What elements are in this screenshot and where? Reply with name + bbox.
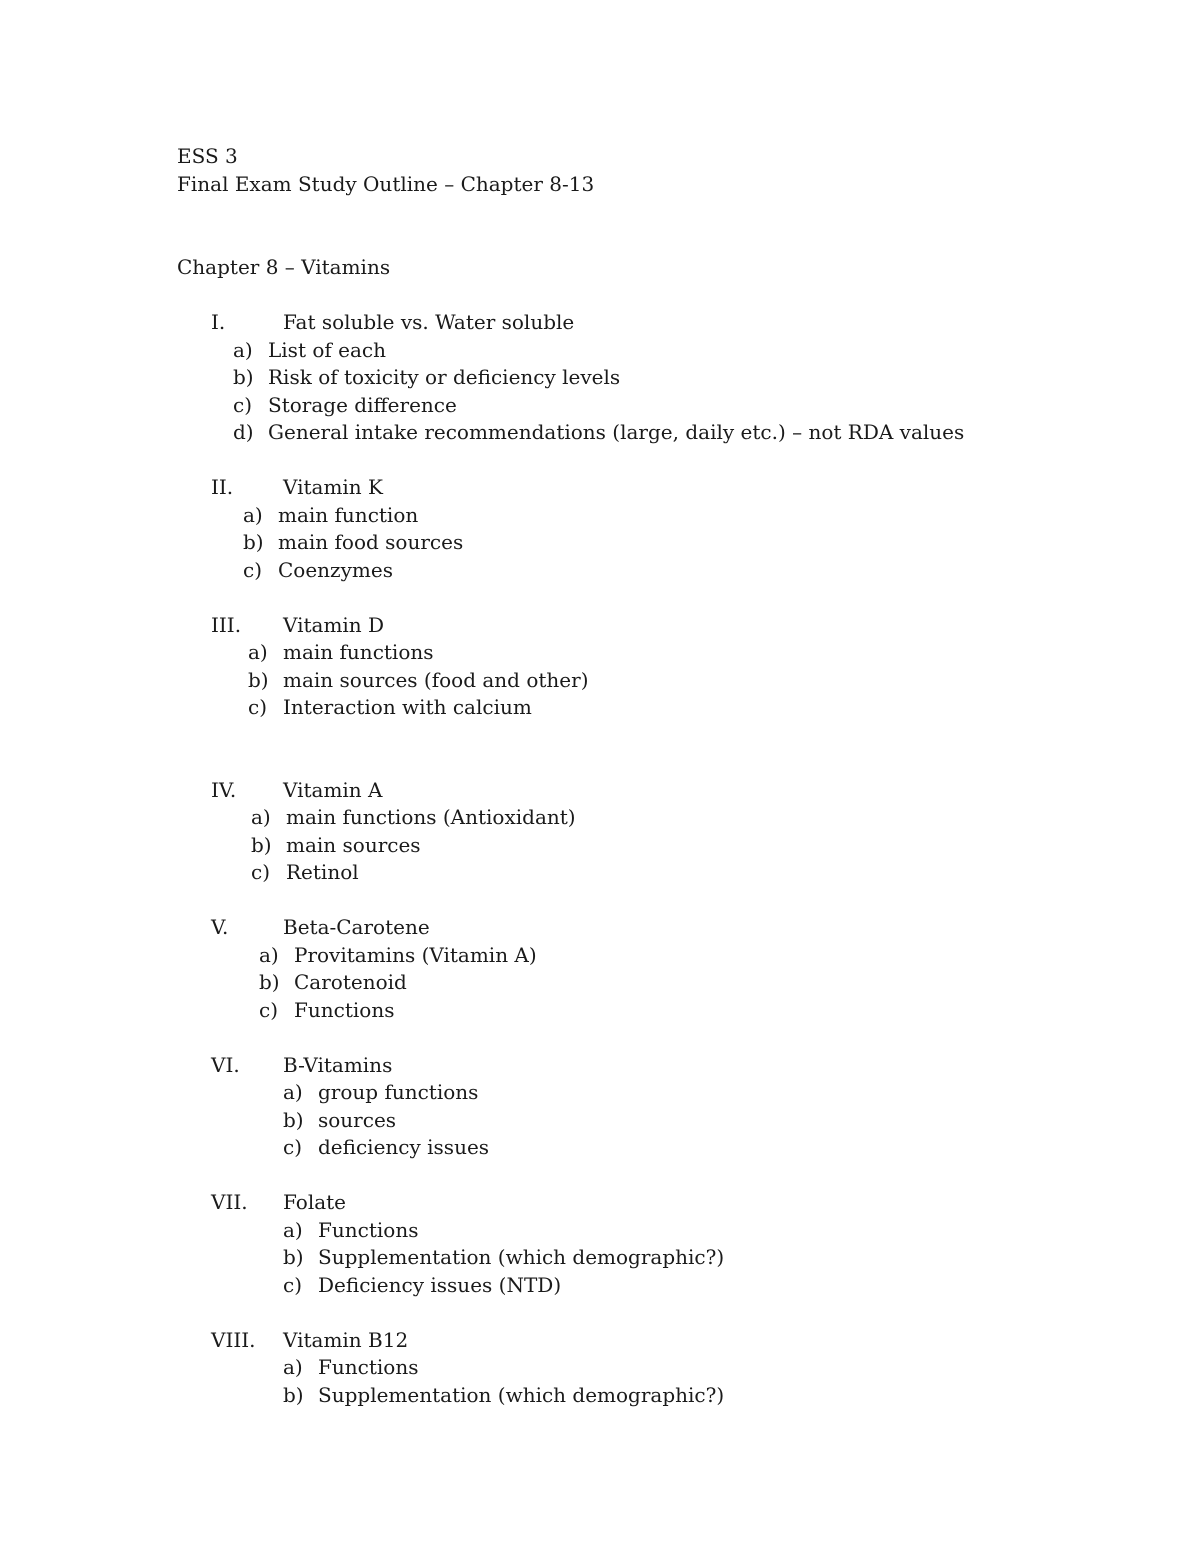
item-marker: b) [248, 668, 269, 692]
item-text: Supplementation (which demographic?) [318, 1383, 725, 1407]
section-title: Beta-Carotene [283, 915, 430, 939]
section-title: Folate [283, 1190, 347, 1214]
list-item [283, 1133, 489, 1161]
section-numeral: VIII. [211, 1328, 256, 1352]
section-title: Vitamin K [283, 475, 383, 499]
item-marker: c) [283, 1135, 303, 1159]
item-text: Functions [318, 1355, 419, 1379]
list-item [233, 363, 620, 391]
item-text: Coenzymes [278, 558, 393, 582]
item-text: deficiency issues [318, 1135, 490, 1159]
item-marker: c) [248, 695, 268, 719]
item-marker: a) [283, 1355, 303, 1379]
item-marker: c) [259, 998, 279, 1022]
section-title: Vitamin A [283, 778, 383, 802]
item-marker: b) [283, 1245, 304, 1269]
item-marker: c) [233, 393, 253, 417]
list-item [243, 556, 393, 584]
item-text: Deficiency issues (NTD) [318, 1273, 562, 1297]
item-text: group functions [318, 1080, 479, 1104]
section-numeral: VII. [211, 1190, 248, 1214]
list-item [233, 336, 386, 364]
item-text: main functions [283, 640, 434, 664]
item-text: General intake recommendations (large, daily etc.) – not RDA values [268, 420, 965, 444]
item-text: Functions [294, 998, 395, 1022]
item-text: Supplementation (which demographic?) [318, 1245, 725, 1269]
list-item [233, 418, 964, 446]
item-marker: d) [233, 420, 254, 444]
item-marker: b) [251, 833, 272, 857]
list-item [283, 1106, 396, 1134]
item-text: main function [278, 503, 419, 527]
list-item [251, 803, 576, 831]
item-marker: a) [248, 640, 268, 664]
item-text: main sources (food and other) [283, 668, 589, 692]
document-title: Final Exam Study Outline – Chapter 8-13 [177, 172, 595, 196]
list-item [243, 528, 463, 556]
section-title: Vitamin B12 [283, 1328, 409, 1352]
item-marker: a) [259, 943, 279, 967]
item-marker: b) [283, 1108, 304, 1132]
item-marker: b) [283, 1383, 304, 1407]
course-code: ESS 3 [177, 144, 238, 168]
list-item [283, 1078, 478, 1106]
section-title: B-Vitamins [283, 1053, 393, 1077]
list-item [283, 1216, 418, 1244]
item-marker: a) [283, 1218, 303, 1242]
item-marker: b) [243, 530, 264, 554]
list-item [283, 1271, 561, 1299]
item-text: Functions [318, 1218, 419, 1242]
list-item [259, 941, 537, 969]
item-marker: b) [259, 970, 280, 994]
item-text: Carotenoid [294, 970, 407, 994]
list-item [248, 693, 532, 721]
list-item [233, 391, 457, 419]
item-text: Storage difference [268, 393, 457, 417]
section-numeral: III. [211, 613, 242, 637]
item-text: Risk of toxicity or deficiency levels [268, 365, 621, 389]
section-title: Fat soluble vs. Water soluble [283, 310, 575, 334]
list-item [248, 666, 589, 694]
item-marker: a) [243, 503, 263, 527]
item-text: main sources [286, 833, 421, 857]
list-item [243, 501, 418, 529]
chapter-heading: Chapter 8 – Vitamins [177, 255, 391, 279]
item-text: main food sources [278, 530, 464, 554]
item-text: Provitamins (Vitamin A) [294, 943, 537, 967]
list-item [283, 1381, 724, 1409]
item-text: Retinol [286, 860, 359, 884]
item-text: Interaction with calcium [283, 695, 532, 719]
list-item [251, 858, 359, 886]
list-item [259, 968, 407, 996]
list-item [283, 1353, 418, 1381]
item-marker: a) [251, 805, 271, 829]
section-title: Vitamin D [283, 613, 385, 637]
item-marker: c) [283, 1273, 303, 1297]
section-numeral: V. [211, 915, 229, 939]
section-numeral: II. [211, 475, 234, 499]
list-item [251, 831, 421, 859]
item-marker: c) [243, 558, 263, 582]
list-item [283, 1243, 724, 1271]
section-numeral: I. [211, 310, 226, 334]
list-item [259, 996, 394, 1024]
item-text: sources [318, 1108, 397, 1132]
item-text: List of each [268, 338, 386, 362]
section-numeral: IV. [211, 778, 237, 802]
section-numeral: VI. [211, 1053, 240, 1077]
item-marker: a) [283, 1080, 303, 1104]
item-marker: b) [233, 365, 254, 389]
item-marker: a) [233, 338, 253, 362]
item-marker: c) [251, 860, 271, 884]
item-text: main functions (Antioxidant) [286, 805, 576, 829]
list-item [248, 638, 434, 666]
